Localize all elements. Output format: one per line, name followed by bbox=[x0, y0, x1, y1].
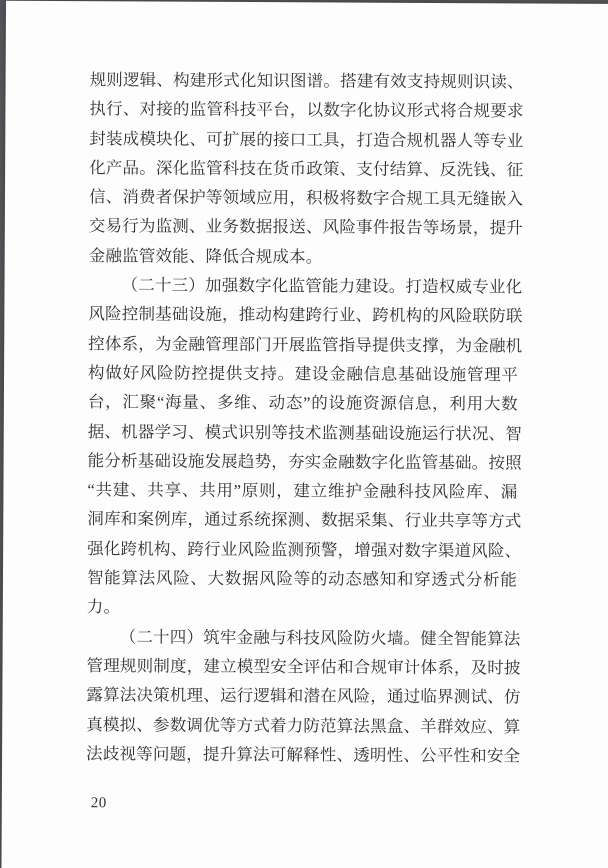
text-line: 管理规则制度，建立模型安全评估和合规审计体系，及时披 bbox=[86, 656, 521, 678]
text-line: 台，汇聚“海量、多维、动态”的设施资源信息，利用大数 bbox=[87, 392, 518, 414]
text-line: 法歧视等问题，提升算法可解释性、透明性、公平性和安全 bbox=[86, 744, 521, 766]
text-line: “共建、共享、共用”原则，建立维护金融科技风险库、漏 bbox=[87, 480, 518, 502]
text-line: 能分析基础设施发展趋势，夯实金融数字化监管基础。按照 bbox=[87, 451, 522, 473]
text-line: 智能算法风险、大数据风险等的动态感知和穿透式分析能 bbox=[86, 568, 518, 590]
text-line-section-24: （二十四）筑牢金融与科技风险防火墙。健全智能算法 bbox=[119, 626, 521, 649]
text-line-section-23: （二十三）加强数字化监管能力建设。打造权威专业化 bbox=[121, 275, 523, 297]
text-line: 金融监管效能、降低合规成本。 bbox=[88, 245, 323, 267]
text-line: 风险控制基础设施，推动构建跨行业、跨机构的风险联防联 bbox=[88, 304, 523, 326]
text-line: 控体系，为金融管理部门开展监管指导提供支撑，为金融机 bbox=[88, 333, 523, 356]
text-line: 露算法决策机理、运行逻辑和潜在风险，通过临界测试、仿 bbox=[86, 685, 521, 707]
text-line: 交易行为监测、业务数据报送、风险事件报告等场景，提升 bbox=[88, 216, 524, 238]
text-line: 信、消费者保护等领域应用，积极将数字合规工具无缝嵌入 bbox=[88, 187, 524, 209]
page-number: 20 bbox=[90, 795, 107, 812]
text-line: 规则逻辑、构建形式化知识图谱。搭建有效支持规则识读、 bbox=[89, 70, 524, 92]
text-line: 真模拟、参数调优等方式着力防范算法黑盒、羊群效应、算 bbox=[86, 714, 521, 736]
text-line: 强化跨机构、跨行业风险监测预警，增强对数字渠道风险、 bbox=[87, 538, 522, 561]
text-line: 构做好风险防控提供支持。建设金融信息基础设施管理平 bbox=[88, 363, 519, 385]
text-line: 封装成模块化、可扩展的接口工具，打造合规机器人等专业 bbox=[89, 128, 524, 151]
page-body bbox=[86, 65, 524, 770]
text-line: 力。 bbox=[86, 597, 121, 617]
document-page bbox=[1, 1, 608, 868]
text-line: 化产品。深化监管科技在货币政策、支付结算、反洗钱、征 bbox=[89, 158, 524, 180]
text-line: 洞库和案例库，通过系统探测、数据采集、行业共享等方式 bbox=[87, 509, 522, 531]
text-line: 执行、对接的监管科技平台，以数字化协议形式将合规要求 bbox=[89, 99, 524, 121]
text-line: 据、机器学习、模式识别等技术监测基础设施运行状况、智 bbox=[87, 421, 523, 444]
